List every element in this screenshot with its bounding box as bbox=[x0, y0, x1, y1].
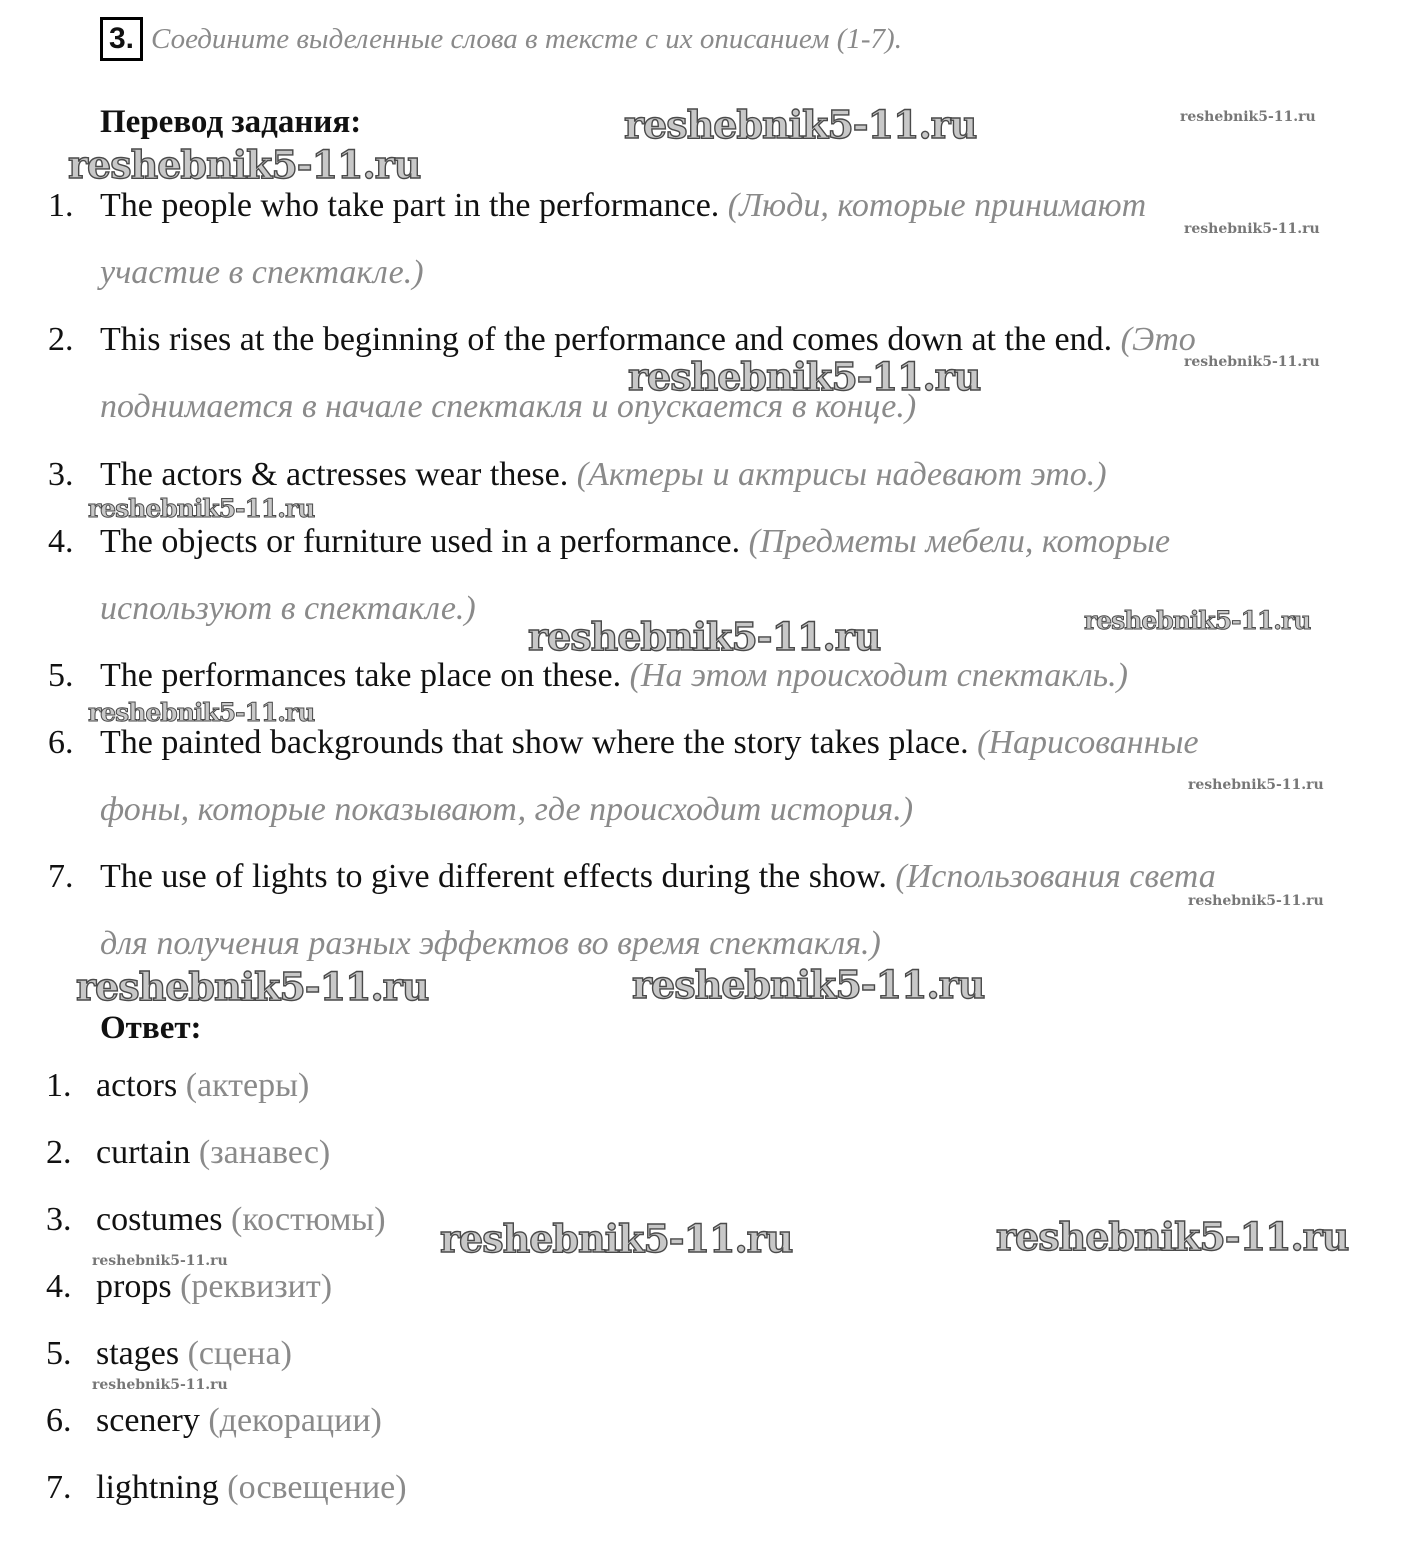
list-item-continuation: поднимается в начале спектакля и опускается в конце.) bbox=[100, 388, 917, 425]
watermark: reshebnik5-11.ru bbox=[624, 102, 977, 147]
task-header bbox=[100, 14, 902, 64]
watermark: reshebnik5-11.ru bbox=[1180, 109, 1316, 125]
task-instruction: Соедините выделенные слова в тексте с их описанием (1-7). bbox=[151, 22, 902, 55]
list-item: 1. The people who take part in the performance. (Люди, которые принимают bbox=[48, 187, 1147, 224]
translation-heading: Перевод задания: bbox=[100, 104, 362, 140]
answer-heading: Ответ: bbox=[100, 1010, 202, 1046]
watermark: reshebnik5-11.ru bbox=[628, 354, 981, 399]
watermark: reshebnik5-11.ru bbox=[528, 614, 881, 659]
list-item: 5. The performances take place on these. (На этом происходит спектакль.) bbox=[48, 657, 1128, 694]
list-item: 3. The actors & actresses wear these. (Актеры и актрисы надевают это.) bbox=[48, 456, 1107, 493]
watermark: reshebnik5-11.ru bbox=[1184, 221, 1320, 237]
watermark: reshebnik5-11.ru bbox=[440, 1216, 793, 1261]
watermark: reshebnik5-11.ru bbox=[88, 494, 315, 523]
watermark: reshebnik5-11.ru bbox=[996, 1214, 1349, 1259]
watermark: reshebnik5-11.ru bbox=[88, 698, 315, 727]
watermark: reshebnik5-11.ru bbox=[1188, 777, 1324, 793]
list-item-continuation: участие в спектакле.) bbox=[100, 254, 424, 291]
answer-item: 5. stages (сцена) bbox=[46, 1335, 292, 1372]
list-item: 6. The painted backgrounds that show where the story takes place. (Нарисованные bbox=[48, 724, 1199, 761]
list-item: 2. This rises at the beginning of the performance and comes down at the end. (Это bbox=[48, 321, 1196, 358]
list-item-continuation: фоны, которые показывают, где происходит история.) bbox=[100, 791, 914, 828]
task-number: 3. bbox=[100, 17, 143, 61]
answer-item: 1. actors (актеры) bbox=[46, 1067, 310, 1104]
watermark: reshebnik5-11.ru bbox=[1084, 606, 1311, 635]
answer-item: 2. curtain (занавес) bbox=[46, 1134, 331, 1171]
watermark: reshebnik5-11.ru bbox=[1184, 354, 1320, 370]
answer-item: 3. costumes (костюмы) bbox=[46, 1201, 386, 1238]
watermark: reshebnik5-11.ru bbox=[92, 1253, 228, 1269]
watermark: reshebnik5-11.ru bbox=[632, 962, 985, 1007]
watermark: reshebnik5-11.ru bbox=[68, 142, 421, 187]
list-item: 4. The objects or furniture used in a performance. (Предметы мебели, которые bbox=[48, 523, 1171, 560]
list-item-continuation: для получения разных эффектов во время спектакля.) bbox=[100, 925, 881, 962]
answer-item: 6. scenery (декорации) bbox=[46, 1402, 382, 1439]
answer-item: 7. lightning (освещение) bbox=[46, 1469, 407, 1506]
watermark: reshebnik5-11.ru bbox=[1188, 893, 1324, 909]
watermark: reshebnik5-11.ru bbox=[92, 1377, 228, 1393]
list-item-continuation: используют в спектакле.) bbox=[100, 590, 476, 627]
answer-item: 4. props (реквизит) bbox=[46, 1268, 333, 1305]
watermark: reshebnik5-11.ru bbox=[76, 964, 429, 1009]
list-item: 7. The use of lights to give different effects during the show. (Использования света bbox=[48, 858, 1216, 895]
